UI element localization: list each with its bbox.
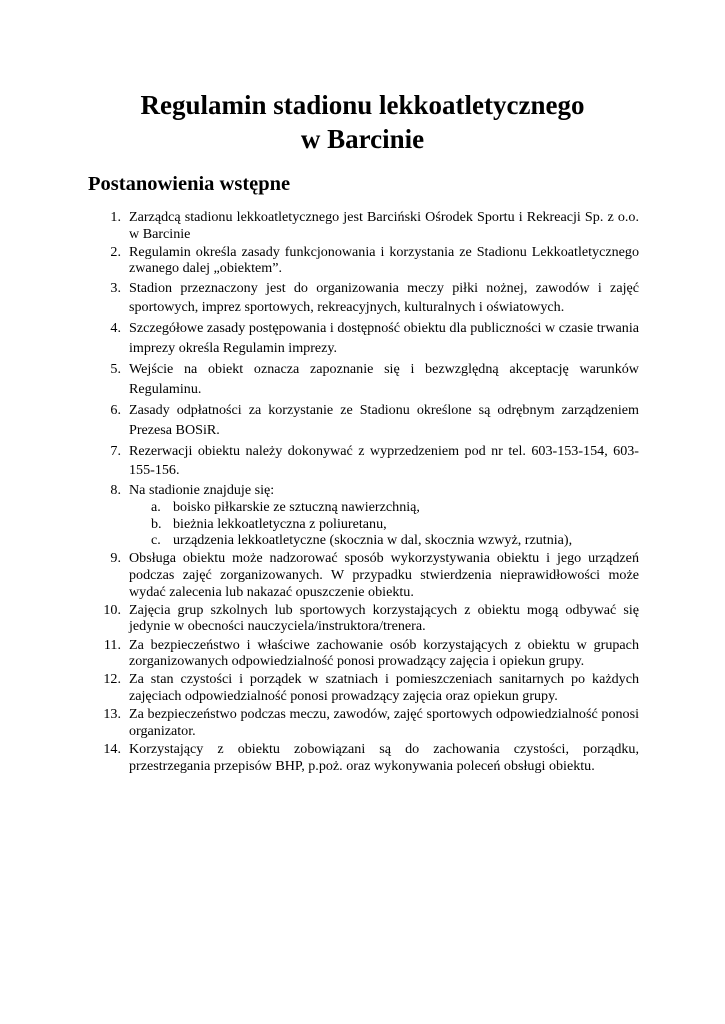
list-item-text: Zarządcą stadionu lekkoatletycznego jest Barciński Ośrodek Sportu i Rekreacji Sp. z o.o. w Barcinie [129,209,639,242]
sublist-item-letter: a. [151,499,161,516]
sublist-item-letter: c. [151,532,161,549]
sublist-item [129,532,639,549]
list-item [88,602,639,635]
list-item-number: 14. [103,740,121,757]
list-item-text: Szczegółowe zasady postępowania i dostępność obiektu dla publiczności w czasie trwania imprezy określa Regulamin imprezy. [129,320,639,356]
document-title-line-2: w Barcinie [300,124,425,154]
sublist-item-text: boisko piłkarskie ze sztuczną nawierzchnią, [173,499,420,516]
list-item [88,209,639,242]
list-item [88,319,639,358]
list-item-number: 9. [110,550,121,567]
document-title [0,88,725,156]
list-item [88,550,639,600]
list-item [88,671,639,704]
sublist-item [129,516,639,533]
list-item [88,442,639,481]
list-item-number: 1. [110,209,121,225]
list-item [88,360,639,399]
list-item-text: Stadion przeznaczony jest do organizowania meczy piłki nożnej, zawodów i zajęć sportowych, imprez sportowych, rekreacyjnych, kulturalnych i oświatowych. [129,279,639,316]
list-item-number: 5. [110,361,121,378]
list-item-text: Zasady odpłatności za korzystanie ze Stadionu określone są odrębnym zarządzeniem Prezesa BOSiR. [129,401,639,438]
sublist-item [129,499,639,516]
list-item [88,244,639,277]
rules-list [88,209,639,776]
list-item-number: 4. [110,320,121,337]
list-item-text: Za bezpieczeństwo podczas meczu, zawodów, zajęć sportowych odpowiedzialność ponosi organizator. [129,706,639,739]
document-title-line-1: Regulamin stadionu lekkoatletycznego [140,90,585,120]
list-item-number: 11. [103,636,121,653]
list-item-text: Obsługa obiektu może nadzorować sposób wykorzystywania obiektu i jego urządzeń podczas zajęć zorganizowanych. W przypadku stwierdzenia nieprawidłowości może wydać zalecenia lub nakazać opuszczenie obiektu. [129,550,639,600]
list-item [88,279,639,318]
list-item-text: Rezerwacji obiektu należy dokonywać z wyprzedzeniem pod nr tel. 603-153-154, 603-155-156. [129,442,639,479]
list-item [88,706,639,739]
sublist-item-text: urządzenia lekkoatletyczne (skocznia w dal, skocznia wzwyż, rzutnia), [173,532,573,549]
list-item-text: Zajęcia grup szkolnych lub sportowych korzystających z obiektu mogą odbywać się jedynie w obecności nauczyciela/instruktora/trenera. [129,601,639,635]
list-item-text: Za stan czystości i porządek w szatniach i pomieszczeniach sanitarnych po każdych zajęciach odpowiedzialność ponosi prowadzący zajęcia oraz opiekun grupy. [129,671,639,704]
list-item-text: Za bezpieczeństwo i właściwe zachowanie osób korzystających z obiektu w grupach zorganizowanych odpowiedzialność ponosi prowadzący zajęcia i opiekun grupy. [129,636,639,670]
list-item-text: Korzystający z obiektu zobowiązani są do zachowania czystości, porządku, przestrzegania przepisów BHP, p.poż. oraz wykonywania poleceń obsługi obiektu. [129,740,639,774]
facilities-sublist [129,499,639,549]
list-item [88,401,639,440]
list-item-number: 10. [103,601,121,618]
list-item-text: Wejście na obiekt oznacza zapoznanie się i bezwzględną akceptację warunków Regulaminu. [129,361,639,397]
list-item-number: 8. [110,482,121,499]
list-item-number: 13. [103,706,121,723]
list-item-number: 7. [110,442,121,459]
list-item-number: 12. [103,671,121,688]
list-item-number: 6. [110,401,121,418]
section-heading: Postanowienia wstępne [88,173,291,195]
list-item-number: 2. [110,243,121,260]
sublist-item-letter: b. [151,515,162,532]
list-item [88,741,639,774]
list-item [88,482,639,548]
sublist-item-text: bieżnia lekkoatletyczna z poliuretanu, [173,515,387,532]
list-item-text: Regulamin określa zasady funkcjonowania i korzystania ze Stadionu Lekkoatletycznego zwanego dalej „obiektem”. [129,243,639,277]
list-item-text: Na stadionie znajduje się: [129,482,275,499]
list-item-number: 3. [110,279,121,296]
list-item [88,637,639,670]
